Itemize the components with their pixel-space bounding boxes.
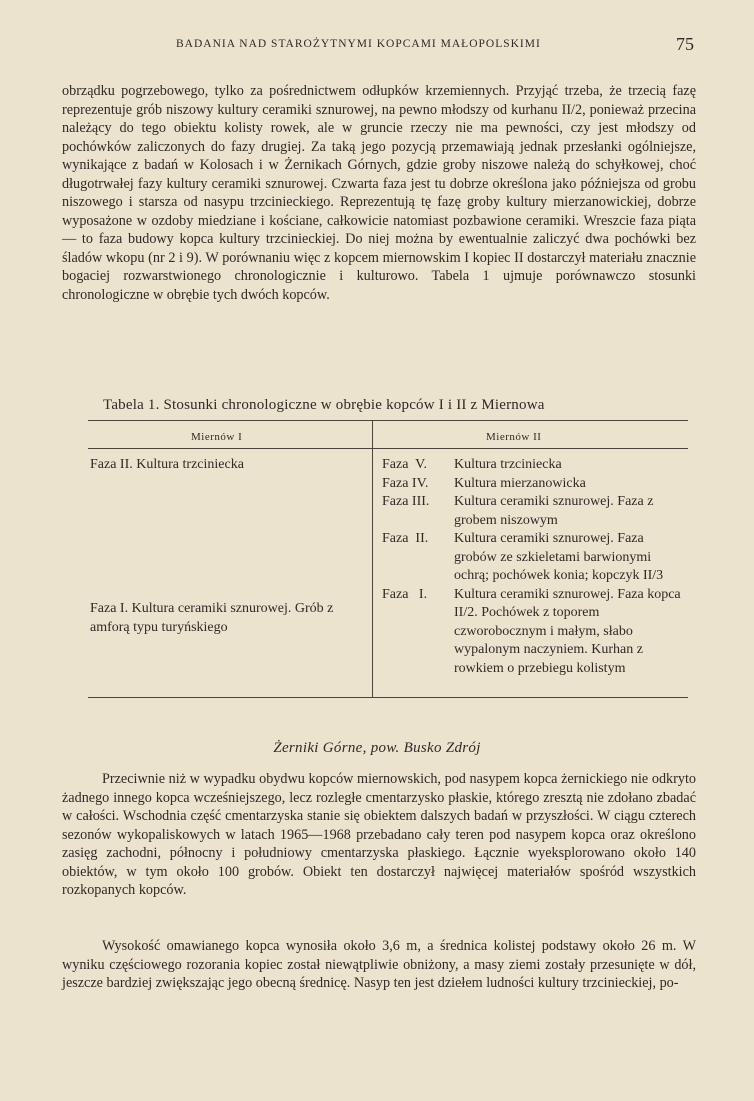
running-head: BADANIA NAD STAROŻYTNYMI KOPCAMI MAŁOPOLSKIMI: [176, 38, 541, 50]
subsection-heading: Żerniki Górne, pow. Busko Zdrój: [273, 740, 481, 756]
right-phase-2: [382, 530, 682, 586]
right-column: [382, 456, 682, 678]
phase-description: Kultura ceramiki sznurowej. Faza kopca II/2. Pochówek z toporem czworobocznym i małym, słabo wypalonym naczyniem. Kurhan z rowkiem o przebiegu kolistym: [454, 586, 681, 676]
phase-description: Kultura ceramiki sznurowej. Faza grobów ze szkieletami barwionymi ochrą; pochówek konia; kopczyk II/3: [454, 531, 664, 583]
table-caption: Tabela 1. Stosunki chronologiczne w obrębie kopców I i II z Miernowa: [103, 397, 545, 413]
right-phase-5: [382, 456, 682, 475]
table-column-divider: [372, 420, 373, 697]
right-phase-3: [382, 493, 682, 530]
paragraph-1: obrządku pogrzebowego, tylko za pośrednictwem odłupków krzemiennych. Przyjąć trzeba, że trzecią fazę reprezentuje grób niszowy kultury ceramiki sznurowej, na pewno młodszy od kurhanu II/2, ponieważ przecina należący do tego obiektu kolisty rowek, ale w gruncie rzeczy nie ma pewności, czy jest młodszy od pochówków zaliczonych do fazy drugiej. Za taką jego pozycją przemawiają jednak przesłanki ogólniejsze, wynikające z badań w Kolosach i w Żernikach Górnych, gdzie groby niszowe należą do schyłkowej, choć długotrwałej fazy kultury ceramiki sznurowej. Czwarta faza jest tu dobrze określona jako późniejsza od grobu niszowego i starsza od nasypu trzcinieckiego. Reprezentują tę fazę groby kultury mierzanowickiej, dobrze wyposażone w ozdoby miedziane i kościane, całkowicie natomiast pozbawione ceramiki. Wreszcie faza piąta — to faza budowy kopca kultury trzcinieckiej. Do niej można by ewentualnie zaliczyć dwa pochówki bez śladów wkopu (nr 2 i 9). W porównaniu więc z kopcem miernowskim I kopiec II dostarczył materiału znacznie bogaciej rozwarstwionego chronologicznie i kulturowo. Tabela 1 ujmuje porównawczo stosunki chronologiczne w obrębie tych dwóch kopców.: [62, 83, 696, 303]
table-rule-header: [88, 448, 688, 449]
right-phase-4: [382, 475, 682, 494]
column-header-miernow-2: Miernów II: [486, 431, 542, 443]
phase-description: Kultura mierzanowicka: [454, 475, 586, 491]
phase-description: Kultura trzciniecka: [454, 457, 562, 472]
right-phase-1: [382, 586, 682, 679]
phase-label: Faza II.: [382, 531, 429, 546]
left-phase-2: Faza II. Kultura trzciniecka: [90, 457, 244, 472]
page-number: 75: [676, 34, 694, 54]
phase-label: Faza III.: [382, 494, 430, 509]
phase-label: Faza IV.: [382, 475, 429, 491]
phase-description: Kultura ceramiki sznurowej. Faza z grobem niszowym: [454, 494, 654, 528]
chronology-table: [88, 420, 688, 700]
table-rule-bottom: [88, 697, 688, 698]
paragraph-3: Wysokość omawianego kopca wynosiła około 3,6 m, a średnica kolistej podstawy około 26 m. W wyniku częściowego rozorania kopiec został niewątpliwie obniżony, a masy ziemi zostały przesunięte w dół, jeszcze bardziej zwiększając jego obecną średnicę. Nasyp ten jest dziełem ludności kultury trzcinieckiej, po-: [62, 938, 696, 991]
table-rule-top: [88, 420, 688, 421]
column-header-miernow-1: Miernów I: [191, 431, 243, 443]
paragraph-2: Przeciwnie niż w wypadku obydwu kopców miernowskich, pod nasypem kopca żernickiego nie odkryto żadnego innego kopca wcześniejszego, lecz rozległe cmentarzysko płaskie, którego zresztą nie zdołano zbadać w całości. Wschodnia część cmentarzyska stanie się obiektem dalszych badań w przyszłości. W ciągu czterech sezonów wykopaliskowych w latach 1965—1968 przebadano cały teren pod nasypem kopca oraz określono zasięg zachodni, północny i południowy cmentarzyska płaskiego. Łącznie wyeksplorowano około 140 obiektów, w tym około 100 grobów. Obiekt ten dostarczył najwięcej materiałów spośród wszystkich rozkopanych kopców.: [62, 771, 696, 898]
phase-label: Faza V.: [382, 457, 427, 472]
left-phase-1: Faza I. Kultura ceramiki sznurowej. Grób z amforą typu turyńskiego: [90, 601, 334, 635]
phase-label: Faza I.: [382, 586, 428, 602]
